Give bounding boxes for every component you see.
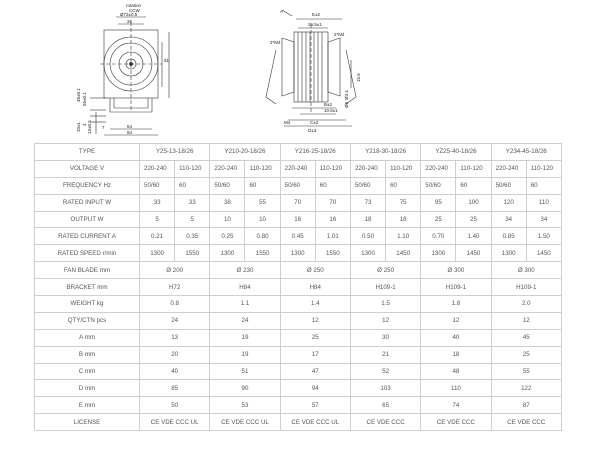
spec-table [34,143,562,431]
table-cell: 21 [350,346,420,363]
table-cell: CE VDE CCC [421,414,491,431]
table-cell: 33 [175,194,210,211]
side-view-drawing [236,2,366,142]
table-cell: 70 [315,194,350,211]
table-cell: 220-240 [491,160,526,177]
table-cell: 0.70 [421,228,456,245]
model-header: Y234-45-18/26 [491,144,561,161]
table-cell: CE VDE CCC UL [140,414,210,431]
table-cell: 110-120 [456,160,491,177]
table-row-qty-ctn [35,312,562,329]
label-e: E±2 [312,12,320,17]
table-cell: 100 [456,194,491,211]
label-dim-10-6: 10.6±1 [324,108,338,113]
table-cell: 12 [421,312,491,329]
model-header: Y25-13-18/26 [140,144,210,161]
table-cell: 110 [421,380,491,397]
table-cell: 16 [315,211,350,228]
row-label: C mm [35,363,140,380]
table-cell: 10 [245,211,280,228]
table-cell: Ø 250 [350,262,420,279]
table-cell: 48 [421,363,491,380]
table-cell: 52 [350,363,420,380]
table-cell: 16 [280,211,315,228]
label-d: D±3 [308,128,317,133]
table-cell: 18 [421,346,491,363]
table-cell: 1300 [280,245,315,262]
table-cell: 0.45 [280,228,315,245]
table-cell: 1.01 [315,228,350,245]
front-view-drawing [76,2,186,142]
table-cell: 1300 [210,245,245,262]
table-row-fan-blade [35,262,562,279]
row-label: WEIGHT kg [35,296,140,313]
row-label: RATED CURRENT A [35,228,140,245]
table-cell: 220-240 [350,160,385,177]
table-cell: Ø 200 [140,262,210,279]
row-label: BRACKET mm [35,279,140,296]
table-cell: 1.4 [280,296,350,313]
table-cell: 34 [491,211,526,228]
table-cell: 1.5 [350,296,420,313]
row-label: FAN BLADE mm [35,262,140,279]
table-row-weight [35,296,562,313]
table-cell: 220-240 [140,160,175,177]
table-cell: CE VDE CCC UL [210,414,280,431]
table-cell: Ø 300 [491,262,561,279]
table-cell: 34 [526,211,561,228]
row-label: QTY/CTN pcs [35,312,140,329]
table-cell: 17 [280,346,350,363]
table-cell: 40 [140,363,210,380]
label-m4-left: 2*M4 [270,40,281,45]
table-cell: 50 [140,397,210,414]
table-cell: 1300 [491,245,526,262]
table-cell: 1450 [456,245,491,262]
table-cell: 12 [280,312,350,329]
table-cell: 55 [245,194,280,211]
table-cell: 122 [491,380,561,397]
table-cell: 12 [491,312,561,329]
label-dim-10: 10±1 [76,122,81,132]
table-cell: 0.80 [245,228,280,245]
table-cell: 1.1 [210,296,280,313]
row-label: D mm [35,380,140,397]
model-header: Y216-25-18/26 [280,144,350,161]
table-row-e-mm [35,397,562,414]
table-cell: 25 [456,211,491,228]
table-cell: 1550 [245,245,280,262]
table-cell: H109-1 [491,279,561,296]
label-m4-right: 2*M4 [334,32,345,37]
table-cell: 53 [210,397,280,414]
table-cell: 1450 [386,245,421,262]
table-cell: 65 [350,397,420,414]
table-cell: 110-120 [245,160,280,177]
table-cell: 0.8 [140,296,210,313]
table-cell: 1.8 [421,296,491,313]
label-dim-13: 13±0.5 [87,120,92,134]
table-cell: 55 [491,363,561,380]
table-row-license [35,414,562,431]
table-row-b-mm [35,346,562,363]
table-cell: 1.40 [456,228,491,245]
row-label: VOLTAGE V [35,160,140,177]
label-hub-diameter: Ø72±0.5 [120,12,138,17]
table-cell: 0.21 [140,228,175,245]
table-cell: 1450 [526,245,561,262]
label-dim-64: 64 [127,124,133,129]
label-dim-3-4: Ø3.4 [344,90,349,100]
table-cell: 110-120 [526,160,561,177]
table-cell: 95 [421,194,456,211]
table-cell: 103 [350,380,420,397]
table-row-output [35,211,562,228]
table-cell: 220-240 [210,160,245,177]
label-dim-15-6: 15.6 [356,73,361,82]
table-row-voltage [35,160,562,177]
table-cell: 12 [350,312,420,329]
model-header: Y210-20-18/26 [210,144,280,161]
table-cell: 75 [386,194,421,211]
label-a: A [280,9,284,14]
table-cell: 0.85 [491,228,526,245]
label-dim-4: 4 [82,123,87,126]
table-cell: 47 [280,363,350,380]
table-cell: 24 [210,312,280,329]
row-label: TYPE [35,144,140,161]
table-cell: 18 [350,211,385,228]
table-cell: 94 [280,380,350,397]
row-label: B mm [35,346,140,363]
table-cell: H84 [210,279,280,296]
table-cell: 70 [280,194,315,211]
technical-drawings [0,0,600,143]
table-cell: 1300 [350,245,385,262]
table-cell: 50/60 [421,177,456,194]
table-row-rated-speed [35,245,562,262]
table-cell: 57 [280,397,350,414]
label-dim-84: 84 [127,130,133,135]
table-cell: 33 [140,194,175,211]
table-cell: 10 [210,211,245,228]
table-cell: 50/60 [210,177,245,194]
label-b: B±2 [324,102,332,107]
table-cell: 18 [386,211,421,228]
table-cell: 110 [526,194,561,211]
label-dim-56: 56±0.1 [82,92,87,106]
table-cell: 110-120 [175,160,210,177]
table-cell: 25 [280,329,350,346]
table-row-bracket [35,279,562,296]
label-ccw: CCW [129,8,140,13]
table-row-frequency [35,177,562,194]
table-cell: 24 [140,312,210,329]
row-label: OUTPUT W [35,211,140,228]
table-cell: 2.0 [491,296,561,313]
table-cell: 120 [491,194,526,211]
row-label: E mm [35,397,140,414]
table-cell: 50/60 [280,177,315,194]
label-dim-48: 48±0.1 [76,88,81,102]
table-cell: 30 [350,329,420,346]
row-label: RATED INPUT W [35,194,140,211]
table-cell: 50/60 [491,177,526,194]
table-cell: 110-120 [386,160,421,177]
table-cell: Ø 250 [280,262,350,279]
table-cell: 220-240 [421,160,456,177]
table-cell: H109-1 [350,279,420,296]
table-cell: 5 [175,211,210,228]
table-cell: CE VDE CCC UL [280,414,350,431]
table-cell: 60 [386,177,421,194]
model-header: YZ25-40-18/26 [421,144,491,161]
table-row-c-mm [35,363,562,380]
label-c: C±2 [310,120,319,125]
table-cell: H109-1 [421,279,491,296]
row-label: RATED SPEED r/min [35,245,140,262]
label-dim-26: 26 [127,19,133,24]
table-cell: 5 [140,211,175,228]
table-cell: H84 [280,279,350,296]
table-cell: 1300 [140,245,175,262]
table-cell: 0.25 [210,228,245,245]
table-cell: 60 [526,177,561,194]
table-cell: 13 [140,329,210,346]
table-row-a-mm [35,329,562,346]
table-cell: 50/60 [350,177,385,194]
table-cell: CE VDE CCC [350,414,420,431]
table-cell: 73 [350,194,385,211]
model-header: Y218-30-18/26 [350,144,420,161]
table-cell: 1550 [175,245,210,262]
table-cell: Ø 300 [421,262,491,279]
label-rotation: rotation [126,3,142,8]
table-row-type [35,144,562,161]
table-cell: 40 [421,329,491,346]
table-cell: 38 [210,194,245,211]
table-cell: 87 [491,397,561,414]
label-dim-51: 51 [164,58,170,63]
table-cell: 19 [210,346,280,363]
label-m4-bottom: M4 [284,120,291,125]
table-cell: 45 [491,329,561,346]
table-cell: 1550 [315,245,350,262]
table-cell: 60 [175,177,210,194]
table-cell: 0.50 [350,228,385,245]
table-cell: 90 [210,380,280,397]
table-cell: 60 [245,177,280,194]
row-label: FREQUENCY Hz [35,177,140,194]
table-cell: H72 [140,279,210,296]
table-cell: 85 [140,380,210,397]
label-dim-6: Ø6 [344,101,349,108]
table-cell: 51 [210,363,280,380]
table-row-rated-input [35,194,562,211]
table-cell: 25 [491,346,561,363]
table-cell: 0.35 [175,228,210,245]
table-cell: 110-120 [315,160,350,177]
table-cell: 60 [315,177,350,194]
table-row-rated-current [35,228,562,245]
table-cell: 74 [421,397,491,414]
table-row-d-mm [35,380,562,397]
row-label: LICENSE [35,414,140,431]
row-label: A mm [35,329,140,346]
table-cell: 60 [456,177,491,194]
table-cell: 1.10 [386,228,421,245]
label-dim-7: 7 [102,125,105,130]
table-cell: 20 [140,346,210,363]
table-cell: 1.50 [526,228,561,245]
table-cell: Ø 230 [210,262,280,279]
table-cell: 50/60 [140,177,175,194]
table-cell: 25 [421,211,456,228]
table-cell: CE VDE CCC [491,414,561,431]
table-cell: 220-240 [280,160,315,177]
label-a-value: 26.5±1 [308,22,322,27]
table-cell: 19 [210,329,280,346]
table-cell: 1300 [421,245,456,262]
